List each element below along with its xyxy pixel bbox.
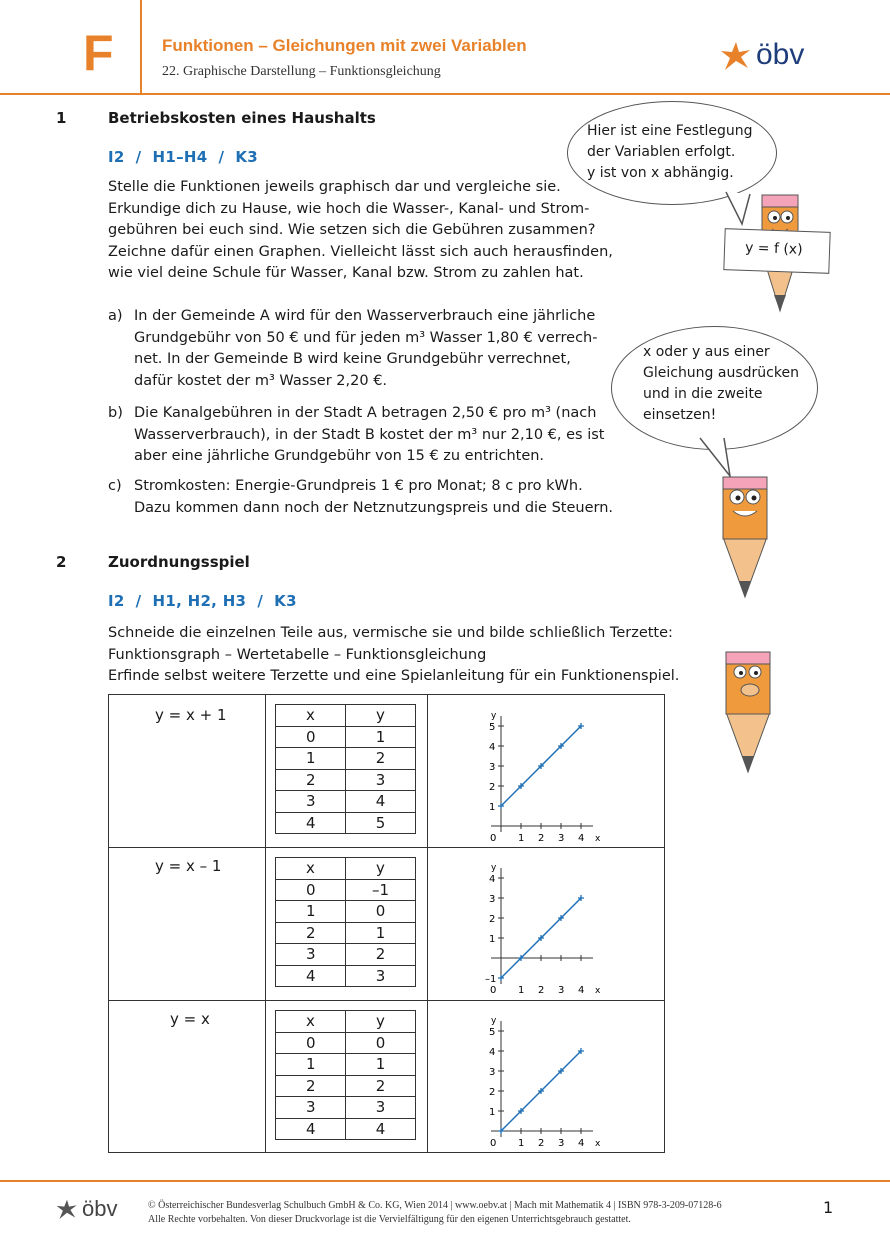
value-table	[275, 704, 416, 834]
origin-label: 0	[490, 985, 497, 996]
subtask-line: Grundgebühr von 50 € und für jeden m³ Wasser 1,80 € verrech-	[134, 329, 598, 346]
task-intro	[108, 177, 648, 285]
subtask-line: Die Kanalgebühren in der Stadt A betragen 2,50 € pro m³ (nach	[134, 405, 597, 421]
header-divider	[0, 93, 890, 95]
table-cell: 4	[276, 812, 346, 834]
oebv-star-icon	[720, 40, 752, 74]
x-tick-label: 2	[538, 833, 545, 844]
x-axis-label: x	[595, 986, 601, 996]
table-cell: 2	[276, 1075, 346, 1097]
function-graph	[455, 852, 615, 997]
table-cell: 2	[346, 1075, 416, 1097]
subtask-a	[108, 306, 628, 396]
function-graph	[455, 700, 615, 845]
y-tick-label: 4	[489, 742, 496, 753]
table-header: x	[276, 705, 346, 727]
subtask-line: aber eine jährliche Grundgebühr von 15 € zu entrichten.	[134, 448, 545, 464]
origin-label: 0	[490, 1138, 497, 1149]
value-table	[275, 857, 416, 987]
table-cell: 2	[346, 748, 416, 770]
function-equation: y = x + 1	[155, 706, 227, 724]
table-cell: 3	[346, 965, 416, 987]
table-cell: 3	[346, 1097, 416, 1119]
table-cell: 4	[346, 1118, 416, 1140]
y-axis-label: y	[491, 863, 497, 873]
table-cell: 4	[346, 791, 416, 813]
header-logo	[720, 38, 805, 78]
pencil-character-icon	[710, 632, 790, 777]
function-graph	[455, 1005, 615, 1150]
function-sign	[723, 228, 830, 274]
subtask-c	[108, 476, 628, 520]
x-axis-label: x	[595, 1139, 601, 1149]
pencil-character-icon	[705, 455, 795, 605]
y-tick-label: 2	[489, 914, 496, 925]
function-equation: y = x	[170, 1010, 210, 1028]
bubble-line: Gleichung ausdrücken	[643, 365, 799, 381]
intro-line: wie viel deine Schule für Wasser, Kanal bzw. Strom zu zahlen hat.	[108, 265, 584, 281]
x-tick-label: 3	[558, 985, 565, 996]
x-tick-label: 4	[578, 985, 585, 996]
value-table	[275, 1010, 416, 1140]
y-tick-label: 4	[489, 874, 496, 885]
bubble-line: y ist von x abhängig.	[587, 165, 734, 181]
y-tick-label: 1	[489, 1107, 496, 1118]
intro-line: Schneide die einzelnen Teile aus, vermische sie und bilde schließlich Terzette:	[108, 625, 673, 641]
bubble-line: x oder y aus einer	[643, 344, 770, 360]
y-axis-label: y	[491, 1016, 497, 1026]
competency-codes: I2 / H1, H2, H3 / K3	[108, 592, 297, 610]
table-cell: –1	[346, 879, 416, 901]
table-cell: 1	[276, 748, 346, 770]
x-tick-label: 3	[558, 833, 565, 844]
y-tick-label: 2	[489, 782, 496, 793]
y-tick-label: 3	[489, 1067, 496, 1078]
bubble-line: einsetzen!	[643, 407, 717, 423]
logo-text: öbv	[756, 38, 805, 71]
intro-line: Erkundige dich zu Hause, wie hoch die Wasser-, Kanal- und Strom-	[108, 200, 590, 217]
x-tick-label: 1	[518, 833, 525, 844]
table-cell: 4	[276, 1118, 346, 1140]
y-tick-label: 3	[489, 762, 496, 773]
bubble-line: Hier ist eine Festlegung	[587, 123, 753, 139]
subtask-label: c)	[108, 478, 122, 494]
sign-text: y = f (x)	[744, 239, 803, 258]
x-tick-label: 2	[538, 1138, 545, 1149]
table-cell: 3	[346, 769, 416, 791]
subtask-line: dafür kostet der m³ Wasser 2,20 €.	[134, 372, 388, 389]
page-subtitle: 22. Graphische Darstellung – Funktionsgleichung	[162, 64, 441, 79]
origin-label: 0	[490, 833, 497, 844]
intro-line: Erfinde selbst weitere Terzette und eine Spielanleitung für ein Funktionenspiel.	[108, 668, 680, 684]
intro-line: gebühren bei euch sind. Wie setzen sich die Gebühren zusammen?	[108, 222, 596, 238]
bubble-line: der Variablen erfolgt.	[587, 144, 736, 160]
table-cell: 2	[276, 922, 346, 944]
copyright-notice	[148, 1199, 722, 1227]
page-title: Funktionen – Gleichungen mit zwei Variablen	[162, 36, 527, 55]
y-tick-label: 3	[489, 894, 496, 905]
table-cell: 4	[276, 965, 346, 987]
grid-divider	[108, 1000, 665, 1001]
grid-divider	[108, 847, 665, 848]
grid-divider	[427, 694, 428, 1153]
page-number: 1	[823, 1198, 834, 1217]
subtask-line: In der Gemeinde A wird für den Wasserverbrauch eine jährliche	[134, 308, 596, 324]
x-tick-label: 1	[518, 985, 525, 996]
table-cell: 0	[346, 901, 416, 923]
y-tick-label: 1	[489, 802, 496, 813]
intro-line: Zeichne dafür einen Graphen. Vielleicht lässt sich auch herausfinden,	[108, 243, 613, 260]
subtask-line: Stromkosten: Energie-Grundpreis 1 € pro Monat; 8 c pro kWh.	[134, 478, 583, 494]
y-tick-label: 2	[489, 1087, 496, 1098]
chapter-letter-box	[0, 0, 142, 93]
table-cell: 1	[346, 922, 416, 944]
table-cell: 1	[346, 1054, 416, 1076]
table-header: y	[346, 1011, 416, 1033]
y-tick-label: –1	[485, 974, 497, 985]
task-number: 2	[56, 553, 67, 571]
table-header: x	[276, 858, 346, 880]
logo-text: öbv	[82, 1196, 118, 1221]
chapter-letter: F	[83, 25, 114, 81]
table-cell: 1	[276, 901, 346, 923]
oebv-star-icon	[56, 1198, 78, 1222]
table-header: x	[276, 1011, 346, 1033]
bubble-2-text	[643, 342, 799, 426]
y-tick-label: 5	[489, 1027, 496, 1038]
subtask-b	[108, 403, 628, 469]
grid-divider	[265, 694, 266, 1153]
table-cell: 0	[346, 1032, 416, 1054]
subtask-line: net. In der Gemeinde B wird keine Grundgebühr verrechnet,	[134, 351, 571, 367]
subtask-line: Wasserverbrauch), in der Stadt B kostet der m³ nur 2,10 €, es ist	[134, 426, 605, 443]
subtask-line: Dazu kommen dann noch der Netznutzungspreis und die Steuern.	[134, 499, 614, 516]
y-tick-label: 4	[489, 1047, 496, 1058]
table-cell: 0	[276, 726, 346, 748]
table-header: y	[346, 705, 416, 727]
x-tick-label: 1	[518, 1138, 525, 1149]
x-axis-label: x	[595, 834, 601, 844]
function-equation: y = x – 1	[155, 857, 222, 875]
table-cell: 1	[276, 1054, 346, 1076]
x-tick-label: 2	[538, 985, 545, 996]
task-intro	[108, 623, 708, 688]
subtask-label: a)	[108, 308, 123, 324]
bubble-1-text	[587, 121, 753, 184]
table-cell: 2	[346, 944, 416, 966]
x-tick-label: 3	[558, 1138, 565, 1149]
intro-line: Stelle die Funktionen jeweils graphisch dar und vergleiche sie.	[108, 179, 561, 195]
table-cell: 0	[276, 879, 346, 901]
intro-line: Funktionsgraph – Wertetabelle – Funktionsgleichung	[108, 646, 487, 663]
footer-divider	[0, 1180, 890, 1182]
table-cell: 3	[276, 1097, 346, 1119]
table-cell: 1	[346, 726, 416, 748]
y-axis-label: y	[491, 711, 497, 721]
bubble-line: und in die zweite	[643, 386, 763, 402]
table-cell: 2	[276, 769, 346, 791]
task-number: 1	[56, 109, 67, 127]
table-cell: 0	[276, 1032, 346, 1054]
y-tick-label: 5	[489, 722, 496, 733]
competency-codes: I2 / H1–H4 / K3	[108, 148, 258, 166]
x-tick-label: 4	[578, 1138, 585, 1149]
subtask-label: b)	[108, 405, 123, 421]
copyright-line: Alle Rechte vorbehalten. Von dieser Druckvorlage ist die Vervielfältigung für den eigenen Unterrichtsgebrauch gestattet.	[148, 1214, 631, 1225]
copyright-line: © Österreichischer Bundesverlag Schulbuch GmbH & Co. KG, Wien 2014 | www.oebv.at | Mach mit Mathematik 4 | ISBN 978-3-209-07128-6	[148, 1200, 722, 1211]
table-header: y	[346, 858, 416, 880]
task-title: Zuordnungsspiel	[108, 553, 250, 571]
task-title: Betriebskosten eines Haushalts	[108, 109, 376, 127]
table-cell: 5	[346, 812, 416, 834]
table-cell: 3	[276, 944, 346, 966]
y-tick-label: 1	[489, 934, 496, 945]
x-tick-label: 4	[578, 833, 585, 844]
footer-logo	[56, 1196, 118, 1226]
table-cell: 3	[276, 791, 346, 813]
